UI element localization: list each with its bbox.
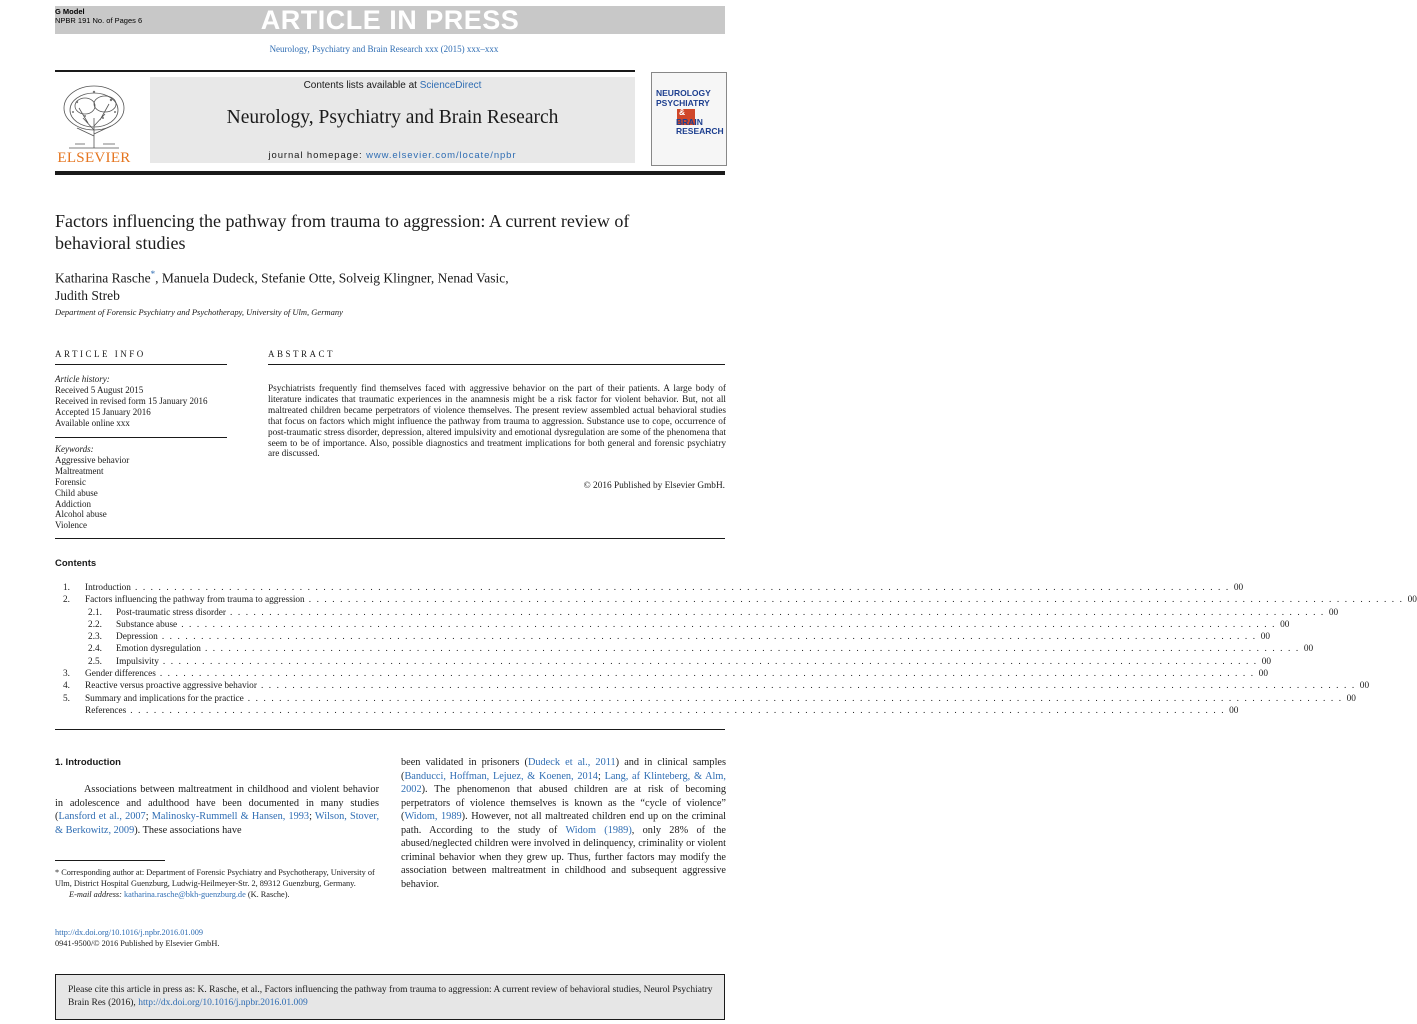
homepage-link[interactable]: www.elsevier.com/locate/npbr (366, 150, 517, 161)
cover-line: PSYCHIATRY (656, 97, 710, 108)
toc-leader: . . . . . . . . . . . . . . . . . . . . . . . . . . . . . . . . . . . . . . . . . . . . . . . . . . . . . . . . . . . . . . . . . . . . . . . . . . . . . . . . . . . . . . . . . . . . . . . . . . . . . . . . . . . . . . . . . . . . . . . . . . . . . . . . . . . . . . . . . . . . (260, 681, 1356, 692)
toc-page: 00 (1359, 681, 1370, 692)
abstract-heading: ABSTRACT (268, 349, 336, 359)
body-text: Associations between maltreatment in childhood and violent behavior in adolescence and adulthood have been documented in many studies ( (55, 784, 379, 822)
keyword: Aggressive behavior (55, 454, 130, 465)
toc-leader: . . . . . . . . . . . . . . . . . . . . . . . . . . . . . . . . . . . . . . . . . . . . . . . . . . . . . . . . . . . . . . . . . . . . . . . . . . . . . . . . . . . . . . . . . . . . . . . . . . . . . . . . . . . . . . . . . . . . . . . . . . . . . . . . . . . . . . . . . . . . (161, 632, 1257, 643)
body-text: , only 28% of the abused/neglected children were involved in delinquency, criminality or violent criminal behavior when they grew up. Thus, further factors may modify the association between maltreatment in childhood and subsequent aggressive behavior. (401, 824, 726, 890)
toc-page: 00 (1260, 632, 1270, 643)
email-suffix: (K. Rasche). (245, 890, 290, 899)
journal-title: Neurology, Psychiatry and Brain Research (226, 107, 559, 128)
info-rule (55, 364, 227, 365)
contents-heading: Contents (55, 558, 97, 569)
toc-label: Factors influencing the pathway from trauma to aggression (85, 595, 305, 606)
citation-link[interactable]: Dudeck et al., 2011 (527, 757, 616, 768)
toc-leader: . . . . . . . . . . . . . . . . . . . . . . . . . . . . . . . . . . . . . . . . . . . . . . . . . . . . . . . . . . . . . . . . . . . . . . . . . . . . . . . . . . . . . . . . . . . . . . . . . . . . . . . . . . . . . . . . . . . . . . . . . . . . . . . . . . . . . . . . . . . . (130, 705, 1226, 716)
toc-label: Introduction (85, 583, 131, 593)
toc-leader: . . . . . . . . . . . . . . . . . . . . . . . . . . . . . . . . . . . . . . . . . . . . . . . . . . . . . . . . . . . . . . . . . . . . . . . . . . . . . . . . . . . . . . . . . . . . . . . . . . . . . . . . . . . . . . . . . . . . . . . . . . . . . . . . . . . . . . . . . . . . (247, 693, 1343, 704)
authors-rest: , Manuela Dudeck, Stefanie Otte, Solveig Klingner, Nenad Vasic, (155, 270, 509, 286)
body-text: ; (309, 811, 315, 822)
toc-number: 2.5. (88, 656, 102, 667)
keyword: Addiction (55, 498, 91, 509)
pages-line: NPBR 191 No. of Pages 6 (55, 16, 143, 25)
citation-link[interactable]: Widom, 1989 (404, 811, 462, 822)
homepage-prefix: journal homepage: (268, 150, 367, 161)
toc-entry[interactable] (55, 607, 1339, 620)
doi-block (55, 927, 219, 949)
toc-label: Post-traumatic stress disorder (116, 607, 226, 618)
corresponding-author-mark[interactable]: * (150, 269, 156, 279)
body-text: ). The phenomenon that abused children are at risk of becoming perpetrators of violence themselves is known as the “cycle of violence” ( (401, 784, 726, 822)
toc-page: 00 (1407, 595, 1417, 606)
toc-number: 2.4. (88, 644, 102, 655)
author-list (55, 266, 695, 304)
toc-entry[interactable] (55, 693, 1356, 706)
toc-label: Depression (116, 632, 158, 643)
footnote (55, 867, 379, 900)
body-text: been validated in prisoners ( (401, 757, 528, 768)
body-column-left (55, 783, 379, 837)
toc-number: 4. (63, 681, 70, 692)
citation-link[interactable]: Lang, af Klinteberg, & Alm, 2002 (401, 770, 727, 795)
toc-number: 2.3. (88, 632, 102, 643)
body-text: ). However, not all maltreated children end up on the criminal path. According to the study of (401, 811, 727, 836)
publisher-name: ELSEVIER (57, 150, 131, 166)
abstract-text: Psychiatrists frequently find themselves faced with aggressive behavior on the part of their patients. A large body of literature indicates that traumatic experiences in the anamnesis might be a risk factor for violent behavior. But, not all maltreated children became perpetrators of violence themselves. The present review assembled actual behavioral studies that focus on factors which might influence the pathway from trauma to aggression. Substance use to cope, occurrence of post-traumatic stress disorder, depression, altered impulsivity and emotional dysregulation are some of the phenomena that seem to be of importance. Also, possible diagnostics and treatment implications for both general and forensic psychiatry are discussed. (268, 384, 726, 460)
article-history (55, 374, 207, 429)
toc-leader: . . . . . . . . . . . . . . . . . . . . . . . . . . . . . . . . . . . . . . . . . . . . . . . . . . . . . . . . . . . . . . . . . . . . . . . . . . . . . . . . . . . . . . . . . . . . . . . . . . . . . . . . . . . . . . . . . . . . . . . . . . . . . . . . . . . . . . . . . . . . (159, 669, 1255, 680)
model-info (55, 7, 142, 25)
contents-rule-bottom (55, 729, 725, 730)
toc-entry[interactable] (55, 583, 1244, 595)
keywords (55, 444, 129, 531)
toc-label: Summary and implications for the practice (85, 693, 244, 704)
citation-link[interactable]: Lansford et al., 2007 (58, 811, 146, 822)
toc-number: 5. (63, 693, 70, 704)
header-rule-top (55, 70, 635, 72)
toc-entry[interactable] (55, 644, 1314, 656)
toc-entry[interactable] (55, 619, 1290, 632)
toc-page: 00 (1229, 705, 1239, 716)
journal-cover-thumbnail (651, 72, 727, 166)
doi-link[interactable]: http://dx.doi.org/10.1016/j.npbr.2016.01.009 (55, 928, 204, 937)
body-text: ) and in clinical samples ( (401, 757, 727, 782)
toc-entry[interactable] (55, 656, 1272, 669)
contents-available (150, 80, 635, 91)
keyword: Alcohol abuse (55, 509, 107, 520)
toc-leader: . . . . . . . . . . . . . . . . . . . . . . . . . . . . . . . . . . . . . . . . . . . . . . . . . . . . . . . . . . . . . . . . . . . . . . . . . . . . . . . . . . . . . . . . . . . . . . . . . . . . . . . . . . . . . . . . . . . . . . . . . . . . . . . . . . . . . . . . . . . . (204, 644, 1300, 655)
table-of-contents (55, 583, 1417, 718)
history-label: Article history: (55, 374, 110, 384)
toc-number: 2.2. (88, 619, 102, 630)
toc-page: 00 (1258, 669, 1268, 680)
toc-entry[interactable] (55, 669, 1268, 681)
toc-entry[interactable] (55, 632, 1270, 644)
cover-line: & (679, 107, 686, 118)
history-item: Received 5 August 2015 (55, 384, 144, 395)
header-rule-bottom (55, 171, 725, 175)
email-label: E-mail address: (69, 890, 124, 899)
article-info-heading: ARTICLE INFO (55, 349, 146, 359)
abstract-rule (268, 364, 725, 365)
toc-page: 00 (1346, 693, 1356, 704)
keyword: Maltreatment (55, 465, 104, 476)
keyword: Child abuse (55, 487, 98, 498)
body-text: ). These associations have (134, 824, 242, 836)
toc-leader: . . . . . . . . . . . . . . . . . . . . . . . . . . . . . . . . . . . . . . . . . . . . . . . . . . . . . . . . . . . . . . . . . . . . . . . . . . . . . . . . . . . . . . . . . . . . . . . . . . . . . . . . . . . . . . . . . . . . . . . . . . . . . . . . . . . . . . . . . . . . (134, 583, 1230, 593)
toc-label: Reactive versus proactive aggressive behavior (85, 681, 257, 692)
citation-link[interactable]: Widom (1989) (565, 824, 632, 836)
keywords-label: Keywords: (55, 444, 94, 454)
journal-homepage (150, 150, 635, 161)
toc-label: Substance abuse (116, 619, 178, 630)
toc-label: Gender differences (85, 669, 156, 680)
toc-page: 00 (1261, 656, 1272, 667)
article-title: Factors influencing the pathway from trauma to aggression: A current review of behavioral studies (55, 211, 630, 253)
cover-line: NEUROLOGY (656, 88, 711, 98)
toc-number: 2.1. (88, 607, 102, 618)
toc-number: 2. (63, 595, 70, 606)
history-item: Received in revised form 15 January 2016 (55, 395, 208, 406)
info-rule-mid (55, 437, 227, 438)
citation-link[interactable]: Banducci, Hoffman, Lejuez, & Koenen, 2014 (404, 770, 598, 782)
toc-leader: . . . . . . . . . . . . . . . . . . . . . . . . . . . . . . . . . . . . . . . . . . . . . . . . . . . . . . . . . . . . . . . . . . . . . . . . . . . . . . . . . . . . . . . . . . . . . . . . . . . . . . . . . . . . . . . . . . . . . . . . . . . . . . . . . . . . . . . . . . . . (308, 595, 1404, 606)
abstract-rule-bottom (55, 538, 725, 539)
history-item: Available online xxx (55, 417, 130, 428)
article-in-press-text: ARTICLE IN PRESS (260, 5, 520, 35)
citation-box (55, 974, 725, 1020)
toc-leader: . . . . . . . . . . . . . . . . . . . . . . . . . . . . . . . . . . . . . . . . . . . . . . . . . . . . . . . . . . . . . . . . . . . . . . . . . . . . . . . . . . . . . . . . . . . . . . . . . . . . . . . . . . . . . . . . . . . . . . . . . . . . . . . . . . . . . . . . . . . . (162, 656, 1258, 667)
article-in-press-banner (55, 6, 725, 34)
toc-page: 00 (1233, 583, 1244, 593)
citation-text (68, 984, 716, 1009)
toc-label: Emotion dysregulation (116, 644, 201, 655)
model-line: G Model (55, 7, 85, 16)
keyword: Violence (55, 520, 87, 531)
toc-leader: . . . . . . . . . . . . . . . . . . . . . . . . . . . . . . . . . . . . . . . . . . . . . . . . . . . . . . . . . . . . . . . . . . . . . . . . . . . . . . . . . . . . . . . . . . . . . . . . . . . . . . . . . . . . . . . . . . . . . . . . . . . . . . . . . . . . . . . . . . . . (230, 607, 1325, 618)
email-link[interactable]: katharina.rasche@bkh-guenzburg.de (124, 890, 246, 899)
toc-page: 00 (1303, 644, 1314, 655)
toc-label: Impulsivity (116, 656, 159, 667)
cover-line: BRAIN (676, 116, 703, 127)
toc-number: 3. (63, 669, 70, 680)
body-text: ; (145, 811, 152, 822)
abstract-copyright: © 2016 Published by Elsevier GmbH. (583, 481, 725, 491)
citation-body: Please cite this article in press as: K. Rasche, et al., Factors influencing the pathway from trauma to aggression: A current review of behavioral studies, Neurol Psychiatry Brain Res (2016), (68, 985, 713, 1008)
authors-line2: Judith Streb (55, 287, 120, 303)
affiliation: Department of Forensic Psychiatry and Psychotherapy, University of Ulm, Germany (55, 307, 343, 317)
toc-entry[interactable] (55, 595, 1417, 607)
citation-doi-link[interactable]: http://dx.doi.org/10.1016/j.npbr.2016.01.009 (138, 997, 308, 1008)
footnote-rule (55, 860, 165, 861)
toc-entry[interactable] (55, 705, 1239, 718)
cover-line: RESEARCH (676, 126, 724, 137)
contents-prefix: Contents lists available at (303, 80, 420, 91)
toc-page: 00 (1328, 607, 1339, 618)
body-text: ; (597, 770, 605, 782)
toc-number: 1. (63, 583, 70, 593)
issn-line: 0941-9500/© 2016 Published by Elsevier GmbH. (55, 939, 220, 948)
toc-entry[interactable] (55, 681, 1370, 693)
citation-link[interactable]: Wilson, Stover, & Berkowitz, 2009 (55, 811, 380, 836)
introduction-heading: 1. Introduction (55, 757, 121, 768)
toc-label: References (85, 705, 127, 716)
cover-title (656, 89, 724, 137)
body-column-right (401, 756, 726, 891)
history-item: Accepted 15 January 2016 (55, 406, 151, 417)
journal-reference-link[interactable]: Neurology, Psychiatry and Brain Research xxx (2015) xxx–xxx (269, 44, 499, 54)
footnote-text: * Corresponding author at: Department of Forensic Psychiatry and Psychotherapy, University of Ulm, District Hospital Guenzburg, Ludwig-Heilmeyer-Str. 2, 89312 Guenzburg, Germany. (55, 868, 375, 888)
toc-page: 00 (1280, 619, 1290, 630)
sciencedirect-link[interactable]: ScienceDirect (419, 80, 482, 91)
toc-leader: . . . . . . . . . . . . . . . . . . . . . . . . . . . . . . . . . . . . . . . . . . . . . . . . . . . . . . . . . . . . . . . . . . . . . . . . . . . . . . . . . . . . . . . . . . . . . . . . . . . . . . . . . . . . . . . . . . . . . . . . . . . . . . . . . . . . . . . . . . . . (181, 619, 1277, 630)
author-first: Katharina Rasche (55, 270, 151, 286)
footnote-email-line (55, 889, 379, 900)
keyword: Forensic (55, 476, 86, 487)
citation-link[interactable]: Malinosky-Rummell & Hansen, 1993 (151, 811, 310, 822)
